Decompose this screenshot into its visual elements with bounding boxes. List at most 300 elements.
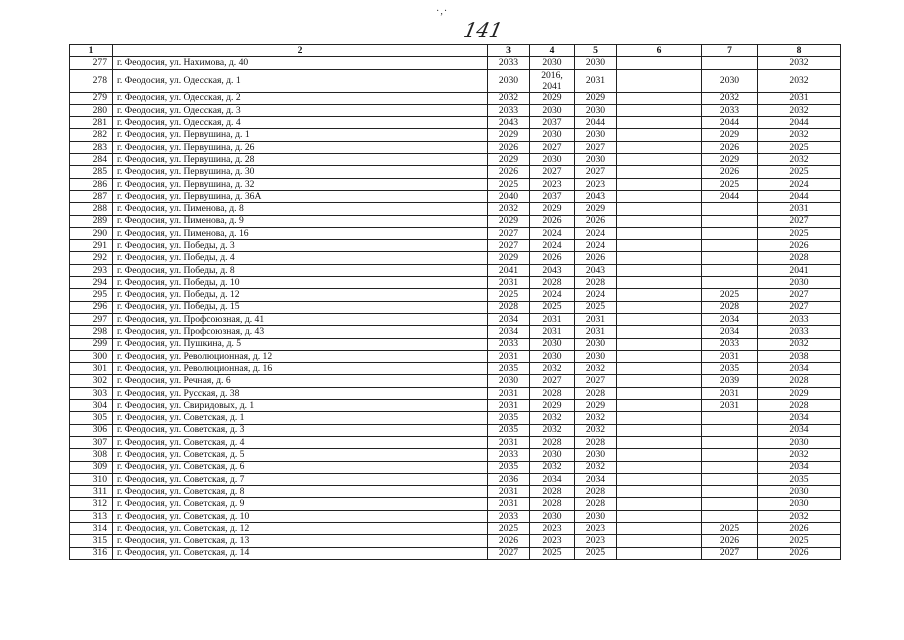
cell-col-6	[617, 535, 702, 547]
cell-row-number: 305	[70, 412, 113, 424]
cell-row-number: 312	[70, 498, 113, 510]
cell-col-6	[617, 473, 702, 485]
cell-col-5: 2032	[575, 363, 617, 375]
cell-col-5: 2025	[575, 547, 617, 559]
table-body	[70, 57, 841, 560]
table-header-row	[70, 45, 841, 57]
cell-col-3: 2031	[488, 486, 530, 498]
cell-col-6	[617, 203, 702, 215]
cell-row-number: 296	[70, 301, 113, 313]
table-row	[70, 277, 841, 289]
cell-col-6	[617, 190, 702, 202]
cell-col-8: 2030	[758, 498, 841, 510]
cell-col-6	[617, 289, 702, 301]
cell-address: г. Феодосия, ул. Профсоюзная, д. 41	[113, 313, 488, 325]
cell-row-number: 315	[70, 535, 113, 547]
cell-col-3: 2033	[488, 510, 530, 522]
cell-col-8: 2027	[758, 301, 841, 313]
cell-col-6	[617, 141, 702, 153]
cell-row-number: 301	[70, 363, 113, 375]
cell-col-7: 2031	[702, 350, 758, 362]
table-row	[70, 387, 841, 399]
cell-col-3: 2025	[488, 522, 530, 534]
cell-col-4: 2025	[530, 547, 575, 559]
cell-col-4: 2037	[530, 190, 575, 202]
cell-col-4: 2030	[530, 338, 575, 350]
cell-col-5: 2029	[575, 400, 617, 412]
cell-col-4: 2032	[530, 363, 575, 375]
cell-col-8: 2030	[758, 486, 841, 498]
cell-col-5: 2034	[575, 473, 617, 485]
cell-row-number: 291	[70, 240, 113, 252]
cell-col-5: 2030	[575, 350, 617, 362]
cell-col-3: 2033	[488, 449, 530, 461]
cell-col-8: 2032	[758, 154, 841, 166]
cell-col-8: 2025	[758, 166, 841, 178]
cell-col-5: 2030	[575, 57, 617, 69]
cell-col-3: 2035	[488, 363, 530, 375]
cell-col-3: 2029	[488, 252, 530, 264]
cell-col-6	[617, 264, 702, 276]
cell-col-3: 2027	[488, 547, 530, 559]
cell-col-8: 2027	[758, 289, 841, 301]
cell-col-6	[617, 178, 702, 190]
cell-col-3: 2027	[488, 240, 530, 252]
cell-col-6	[617, 449, 702, 461]
cell-col-6	[617, 375, 702, 387]
cell-col-5: 2028	[575, 436, 617, 448]
cell-col-7	[702, 424, 758, 436]
cell-col-4: 2029	[530, 400, 575, 412]
cell-col-7: 2033	[702, 104, 758, 116]
cell-col-8: 2027	[758, 215, 841, 227]
cell-col-7: 2034	[702, 313, 758, 325]
cell-address: г. Феодосия, ул. Первушина, д. 32	[113, 178, 488, 190]
cell-address: г. Феодосия, ул. Свиридовых, д. 1	[113, 400, 488, 412]
table-row	[70, 313, 841, 325]
cell-address: г. Феодосия, ул. Русская, д. 38	[113, 387, 488, 399]
table-row	[70, 486, 841, 498]
cell-col-5: 2023	[575, 522, 617, 534]
cell-col-3: 2031	[488, 498, 530, 510]
cell-col-5: 2030	[575, 449, 617, 461]
cell-col-4: 2031	[530, 326, 575, 338]
cell-col-5: 2028	[575, 277, 617, 289]
table-row	[70, 215, 841, 227]
cell-col-5: 2026	[575, 215, 617, 227]
column-header-4: 4	[530, 45, 575, 57]
cell-col-8: 2044	[758, 190, 841, 202]
cell-address: г. Феодосия, ул. Пименова, д. 9	[113, 215, 488, 227]
cell-col-8: 2034	[758, 424, 841, 436]
cell-address: г. Феодосия, ул. Советская, д. 6	[113, 461, 488, 473]
cell-row-number: 289	[70, 215, 113, 227]
cell-row-number: 298	[70, 326, 113, 338]
cell-col-5: 2031	[575, 326, 617, 338]
cell-col-3: 2034	[488, 313, 530, 325]
cell-col-4: 2029	[530, 92, 575, 104]
cell-row-number: 292	[70, 252, 113, 264]
cell-row-number: 307	[70, 436, 113, 448]
column-header-1: 1	[70, 45, 113, 57]
cell-col-5: 2044	[575, 117, 617, 129]
cell-col-8: 2025	[758, 535, 841, 547]
cell-col-4: 2028	[530, 436, 575, 448]
cell-col-7	[702, 498, 758, 510]
table-row	[70, 461, 841, 473]
cell-col-8: 2028	[758, 400, 841, 412]
cell-col-3: 2026	[488, 535, 530, 547]
cell-row-number: 278	[70, 69, 113, 92]
cell-col-7: 2025	[702, 522, 758, 534]
table-row	[70, 522, 841, 534]
cell-col-8: 2024	[758, 178, 841, 190]
cell-col-7	[702, 473, 758, 485]
cell-col-6	[617, 129, 702, 141]
cell-col-8: 2031	[758, 92, 841, 104]
cell-col-5: 2031	[575, 313, 617, 325]
table-row	[70, 129, 841, 141]
cell-col-6	[617, 412, 702, 424]
cell-row-number: 311	[70, 486, 113, 498]
cell-address: г. Феодосия, ул. Революционная, д. 12	[113, 350, 488, 362]
cell-row-number: 280	[70, 104, 113, 116]
cell-col-3: 2033	[488, 338, 530, 350]
table-row	[70, 190, 841, 202]
cell-col-3: 2040	[488, 190, 530, 202]
cell-col-8: 2034	[758, 363, 841, 375]
table-row	[70, 350, 841, 362]
cell-col-7	[702, 240, 758, 252]
cell-col-5: 2023	[575, 535, 617, 547]
table-row	[70, 92, 841, 104]
cell-row-number: 286	[70, 178, 113, 190]
cell-col-7: 2027	[702, 547, 758, 559]
table-row	[70, 412, 841, 424]
cell-row-number: 306	[70, 424, 113, 436]
table-row	[70, 240, 841, 252]
cell-row-number: 279	[70, 92, 113, 104]
cell-col-6	[617, 215, 702, 227]
cell-col-5: 2024	[575, 289, 617, 301]
cell-col-7: 2026	[702, 535, 758, 547]
cell-col-8: 2032	[758, 69, 841, 92]
cell-col-8: 2034	[758, 461, 841, 473]
cell-col-6	[617, 240, 702, 252]
cell-col-8: 2034	[758, 412, 841, 424]
cell-address: г. Феодосия, ул. Пушкина, д. 5	[113, 338, 488, 350]
table-row	[70, 535, 841, 547]
column-header-3: 3	[488, 45, 530, 57]
cell-address: г. Феодосия, ул. Первушина, д. 36А	[113, 190, 488, 202]
column-header-7: 7	[702, 45, 758, 57]
cell-col-5: 2032	[575, 424, 617, 436]
table-row	[70, 154, 841, 166]
cell-col-5: 2028	[575, 498, 617, 510]
cell-col-6	[617, 301, 702, 313]
table-row	[70, 289, 841, 301]
cell-col-7: 2026	[702, 166, 758, 178]
cell-col-3: 2033	[488, 57, 530, 69]
cell-col-6	[617, 498, 702, 510]
cell-col-5: 2023	[575, 178, 617, 190]
cell-row-number: 277	[70, 57, 113, 69]
cell-col-7: 2034	[702, 326, 758, 338]
cell-col-8: 2041	[758, 264, 841, 276]
cell-address: г. Феодосия, ул. Победы, д. 10	[113, 277, 488, 289]
cell-address: г. Феодосия, ул. Первушина, д. 26	[113, 141, 488, 153]
cell-col-5: 2028	[575, 486, 617, 498]
cell-col-3: 2043	[488, 117, 530, 129]
cell-col-8: 2028	[758, 375, 841, 387]
cell-col-3: 2031	[488, 350, 530, 362]
cell-col-6	[617, 154, 702, 166]
cell-col-6	[617, 547, 702, 559]
table-row	[70, 473, 841, 485]
cell-row-number: 295	[70, 289, 113, 301]
cell-col-4: 2031	[530, 313, 575, 325]
table-row	[70, 498, 841, 510]
cell-col-7: 2033	[702, 338, 758, 350]
cell-col-7: 2028	[702, 301, 758, 313]
cell-col-3: 2029	[488, 129, 530, 141]
cell-col-7: 2025	[702, 178, 758, 190]
cell-col-8: 2030	[758, 277, 841, 289]
cell-address: г. Феодосия, ул. Советская, д. 13	[113, 535, 488, 547]
cell-col-4: 2028	[530, 498, 575, 510]
cell-col-6	[617, 227, 702, 239]
cell-address: г. Феодосия, ул. Советская, д. 1	[113, 412, 488, 424]
cell-address: г. Феодосия, ул. Одесская, д. 4	[113, 117, 488, 129]
cell-row-number: 302	[70, 375, 113, 387]
table-row	[70, 400, 841, 412]
cell-col-5: 2030	[575, 154, 617, 166]
cell-col-7	[702, 227, 758, 239]
cell-address: г. Феодосия, ул. Профсоюзная, д. 43	[113, 326, 488, 338]
cell-col-8: 2035	[758, 473, 841, 485]
cell-col-3: 2036	[488, 473, 530, 485]
cell-col-7: 2031	[702, 400, 758, 412]
cell-col-7	[702, 449, 758, 461]
cell-col-4: 2028	[530, 277, 575, 289]
cell-row-number: 294	[70, 277, 113, 289]
column-header-2: 2	[113, 45, 488, 57]
cell-col-7	[702, 510, 758, 522]
cell-col-7	[702, 436, 758, 448]
cell-col-6	[617, 92, 702, 104]
cell-address: г. Феодосия, ул. Советская, д. 9	[113, 498, 488, 510]
cell-col-3: 2032	[488, 203, 530, 215]
cell-col-8: 2032	[758, 104, 841, 116]
cell-col-3: 2032	[488, 92, 530, 104]
cell-col-8: 2032	[758, 338, 841, 350]
cell-col-4: 2027	[530, 375, 575, 387]
cell-col-3: 2030	[488, 375, 530, 387]
cell-col-6	[617, 166, 702, 178]
cell-col-7: 2044	[702, 190, 758, 202]
cell-col-7: 2035	[702, 363, 758, 375]
cell-col-4: 2030	[530, 154, 575, 166]
cell-col-5: 2031	[575, 69, 617, 92]
cell-col-4: 2023	[530, 522, 575, 534]
cell-col-7	[702, 203, 758, 215]
cell-col-7	[702, 461, 758, 473]
cell-row-number: 299	[70, 338, 113, 350]
cell-col-4: 2024	[530, 289, 575, 301]
cell-address: г. Феодосия, ул. Советская, д. 8	[113, 486, 488, 498]
cell-col-8: 2033	[758, 313, 841, 325]
cell-col-7	[702, 264, 758, 276]
cell-col-3: 2031	[488, 436, 530, 448]
table-row	[70, 57, 841, 69]
cell-col-4: 2027	[530, 141, 575, 153]
cell-col-8: 2026	[758, 240, 841, 252]
cell-col-6	[617, 436, 702, 448]
cell-row-number: 314	[70, 522, 113, 534]
cell-col-5: 2032	[575, 412, 617, 424]
cell-address: г. Феодосия, ул. Нахимова, д. 40	[113, 57, 488, 69]
cell-col-4: 2032	[530, 424, 575, 436]
cell-col-3: 2026	[488, 141, 530, 153]
cell-row-number: 285	[70, 166, 113, 178]
cell-col-7: 2026	[702, 141, 758, 153]
cell-col-3: 2035	[488, 424, 530, 436]
cell-col-4: 2030	[530, 449, 575, 461]
cell-row-number: 293	[70, 264, 113, 276]
cell-col-8: 2032	[758, 129, 841, 141]
cell-col-8: 2030	[758, 436, 841, 448]
cell-col-8: 2032	[758, 449, 841, 461]
table-row	[70, 547, 841, 559]
cell-row-number: 283	[70, 141, 113, 153]
cell-row-number: 284	[70, 154, 113, 166]
cell-address: г. Феодосия, ул. Победы, д. 8	[113, 264, 488, 276]
cell-col-4: 2030	[530, 510, 575, 522]
cell-col-8: 2033	[758, 326, 841, 338]
cell-col-4: 2043	[530, 264, 575, 276]
cell-row-number: 316	[70, 547, 113, 559]
cell-col-7: 2032	[702, 92, 758, 104]
cell-address: г. Феодосия, ул. Советская, д. 5	[113, 449, 488, 461]
cell-col-6	[617, 69, 702, 92]
cell-col-4: 2032	[530, 461, 575, 473]
cell-col-6	[617, 338, 702, 350]
cell-col-7: 2031	[702, 387, 758, 399]
table-row	[70, 326, 841, 338]
cell-address: г. Феодосия, ул. Победы, д. 15	[113, 301, 488, 313]
cell-col-4: 2030	[530, 57, 575, 69]
cell-col-6	[617, 57, 702, 69]
column-header-5: 5	[575, 45, 617, 57]
cell-col-4: 2030	[530, 129, 575, 141]
table-row	[70, 436, 841, 448]
cell-row-number: 308	[70, 449, 113, 461]
table-row	[70, 227, 841, 239]
cell-row-number: 290	[70, 227, 113, 239]
cell-address: г. Феодосия, ул. Одесская, д. 1	[113, 69, 488, 92]
cell-col-7	[702, 57, 758, 69]
cell-address: г. Феодосия, ул. Советская, д. 7	[113, 473, 488, 485]
cell-col-5: 2024	[575, 227, 617, 239]
cell-address: г. Феодосия, ул. Победы, д. 4	[113, 252, 488, 264]
cell-col-6	[617, 522, 702, 534]
cell-col-6	[617, 117, 702, 129]
cell-col-8: 2038	[758, 350, 841, 362]
cell-address: г. Феодосия, ул. Революционная, д. 16	[113, 363, 488, 375]
cell-address: г. Феодосия, ул. Советская, д. 14	[113, 547, 488, 559]
cell-col-3: 2029	[488, 154, 530, 166]
cell-col-6	[617, 510, 702, 522]
cell-col-4: 2032	[530, 412, 575, 424]
cell-col-4: 2026	[530, 215, 575, 227]
cell-col-7: 2025	[702, 289, 758, 301]
cell-address: г. Феодосия, ул. Речная, д. 6	[113, 375, 488, 387]
cell-address: г. Феодосия, ул. Победы, д. 3	[113, 240, 488, 252]
cell-col-3: 2028	[488, 301, 530, 313]
cell-col-7: 2029	[702, 154, 758, 166]
table-row	[70, 69, 841, 92]
column-header-8: 8	[758, 45, 841, 57]
table-row	[70, 203, 841, 215]
cell-address: г. Феодосия, ул. Советская, д. 10	[113, 510, 488, 522]
cell-col-5: 2025	[575, 301, 617, 313]
column-header-6: 6	[617, 45, 702, 57]
cell-col-5: 2028	[575, 387, 617, 399]
cell-col-6	[617, 486, 702, 498]
cell-row-number: 309	[70, 461, 113, 473]
cell-col-7	[702, 215, 758, 227]
cell-col-6	[617, 400, 702, 412]
table-row	[70, 301, 841, 313]
table-row	[70, 117, 841, 129]
cell-col-3: 2025	[488, 178, 530, 190]
table-row	[70, 375, 841, 387]
cell-col-4: 2023	[530, 535, 575, 547]
cell-col-3: 2030	[488, 69, 530, 92]
cell-col-4: 2029	[530, 203, 575, 215]
handwritten-page-number: 141	[461, 18, 505, 42]
cell-col-6	[617, 326, 702, 338]
cell-col-4: 2023	[530, 178, 575, 190]
cell-col-6	[617, 387, 702, 399]
cell-col-5: 2027	[575, 141, 617, 153]
table-row	[70, 178, 841, 190]
page-mark: ·,·	[436, 6, 449, 17]
cell-col-5: 2030	[575, 510, 617, 522]
cell-row-number: 303	[70, 387, 113, 399]
cell-col-6	[617, 424, 702, 436]
table-row	[70, 510, 841, 522]
cell-col-3: 2031	[488, 387, 530, 399]
table-row	[70, 363, 841, 375]
cell-col-5: 2029	[575, 92, 617, 104]
cell-col-8: 2032	[758, 510, 841, 522]
cell-address: г. Феодосия, ул. Советская, д. 12	[113, 522, 488, 534]
cell-col-5: 2027	[575, 375, 617, 387]
cell-row-number: 281	[70, 117, 113, 129]
cell-col-5: 2024	[575, 240, 617, 252]
cell-col-7: 2039	[702, 375, 758, 387]
cell-address: г. Феодосия, ул. Советская, д. 4	[113, 436, 488, 448]
cell-col-4: 2030	[530, 104, 575, 116]
cell-col-8: 2029	[758, 387, 841, 399]
cell-col-8: 2025	[758, 227, 841, 239]
table-row	[70, 424, 841, 436]
cell-col-6	[617, 252, 702, 264]
cell-col-8: 2031	[758, 203, 841, 215]
cell-col-3: 2033	[488, 104, 530, 116]
cell-col-3: 2026	[488, 166, 530, 178]
